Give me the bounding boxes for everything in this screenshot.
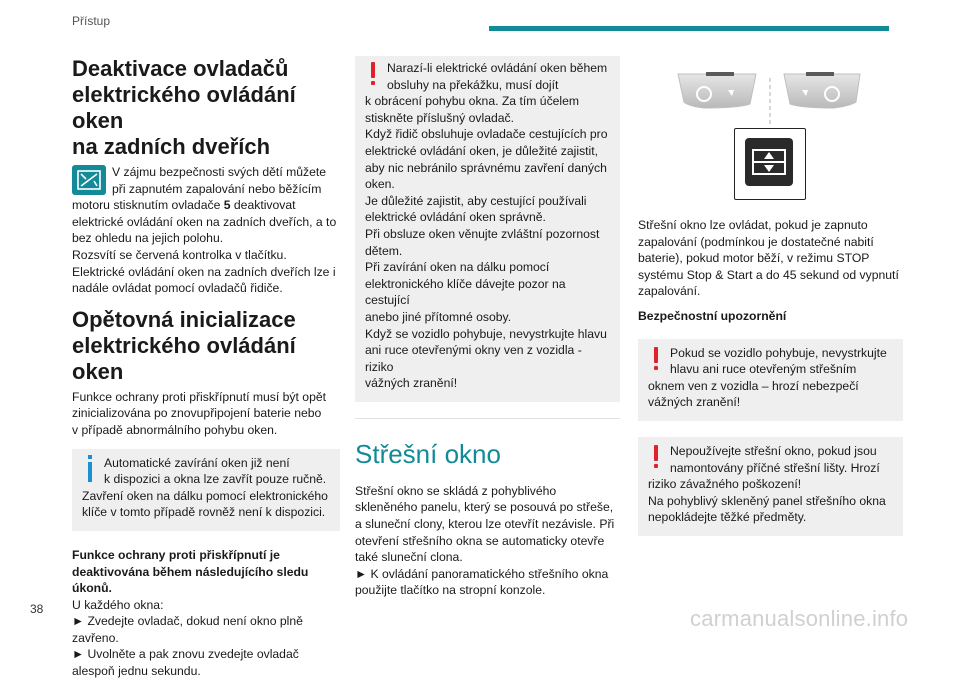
- page-number: 38: [30, 602, 44, 616]
- column-left: [72, 56, 340, 688]
- section-divider: [355, 418, 620, 419]
- column-middle: [355, 56, 620, 607]
- paragraph-protection: Funkce ochrany proti přiskřípnutí je deaktivována během následujícího sledu úkonů. U každého okna: ► Zvedejte ovladač, dokud není okno plně zavřeno. ► Uvolněte a pak znovu zvedejte ovladač alespoň jednu sekundu.: [72, 547, 309, 679]
- warning-icon: [648, 345, 666, 373]
- sunroof-switch-icon: [745, 138, 793, 186]
- section-title: Přístup: [72, 14, 111, 28]
- paragraph-deactivation: V zájmu bezpečnosti svých dětí můžete při zapnutém zapalování nebo běžícím motoru stisknutím ovladače 5 deaktivovat elektrické ovládání oken na zadních dveřích, a to bez ohledu na jejich polohu. Rozsvítí se červená kontrolka v tlačítku. Elektrické ovládání oken na zadních dveřích lze i nadále ovládat pomocí ovladačů řidiče.: [72, 165, 337, 296]
- heading-reinit: Opětovná inicializace elektrického ovládání oken: [72, 306, 296, 384]
- warning-box-windows: Narazí-li elektrické ovládání oken během obsluhy na překážku, musí dojít k obrácení pohybu okna. Za tím účelem stiskněte příslušný ovladač. Když řidič obsluhuje ovladače cestujících pro elektrické ovládání oken, je důležité zajistit, aby nic nebránilo správnému zavření daných oken. Je důležité zajistit, aby cestující používali elektrické ovládání oken správně. Při obsluze oken věnujte zvláštní pozornost dětem. Při zavírání oken na dálku pomocí elektronického klíče dávejte pozor na cestující anebo jiné přítomné osoby. Když se vozidlo pohybuje, nevystrkujte hlavu ani ruce otevřenými okny ven z vozidla - riziko vážných zranění!: [355, 56, 620, 402]
- column-right: [638, 64, 903, 552]
- info-box: Automatické zavírání oken již není k dispozici a okna lze zavřít pouze ručně. Zavření oken na dálku pomocí elektronického klíče v tomto případě rovněž není k dispozici.: [72, 449, 340, 531]
- roof-console-icon: [638, 64, 903, 124]
- heading-deactivation: Deaktivace ovladačů elektrického ovládání oken na zadních dveřích: [72, 56, 296, 159]
- heading-sunroof: Střešní okno: [355, 438, 501, 469]
- warning-icon: [648, 443, 666, 471]
- heading-safety: Bezpečnostní upozornění: [638, 308, 787, 323]
- watermark: carmanualsonline.info: [690, 606, 909, 631]
- warning-icon: [365, 60, 383, 88]
- paragraph-sunroof: Střešní okno se skládá z pohyblivého skleněného panelu, který se posouvá po střeše, a sluneční clony, kterou lze otevřít nezávisle. Při otevření střešního okna se automaticky otevře také sluneční clona. ► K ovládání panoramatického střešního okna použijte tlačítko na stropní konzole.: [355, 483, 615, 598]
- warning-box-head: Pokud se vozidlo pohybuje, nevystrkujte hlavu ani ruce otevřeným střešním oknem ven z vozidla – hrozí nebezpečí vážných zranění!: [638, 339, 903, 421]
- warning-box-bars: Nepoužívejte střešní okno, pokud jsou namontovány příčné střešní lišty. Hrozí riziko závažného poškození! Na pohyblivý skleněný panel střešního okna nepokládejte těžké předměty.: [638, 437, 903, 536]
- child-lock-icon: [72, 165, 106, 195]
- sunroof-figure: [638, 64, 903, 199]
- paragraph-sunroof-conditions: Střešní okno lze ovládat, pokud je zapnuto zapalování (podmínkou je dostatečné nabití baterie), pokud motor běží, v režimu STOP systému Stop & Start a do 45 sekund od vypnutí zapalování.: [638, 218, 899, 299]
- info-icon: [82, 455, 100, 483]
- sunroof-switch: [734, 128, 806, 200]
- paragraph-reinit: Funkce ochrany proti přiskřípnutí musí být opět zinicializována po znovupřipojení baterie nebo v případě abnormálního pohybu oken.: [72, 389, 327, 437]
- header-accent-bar: [489, 26, 889, 31]
